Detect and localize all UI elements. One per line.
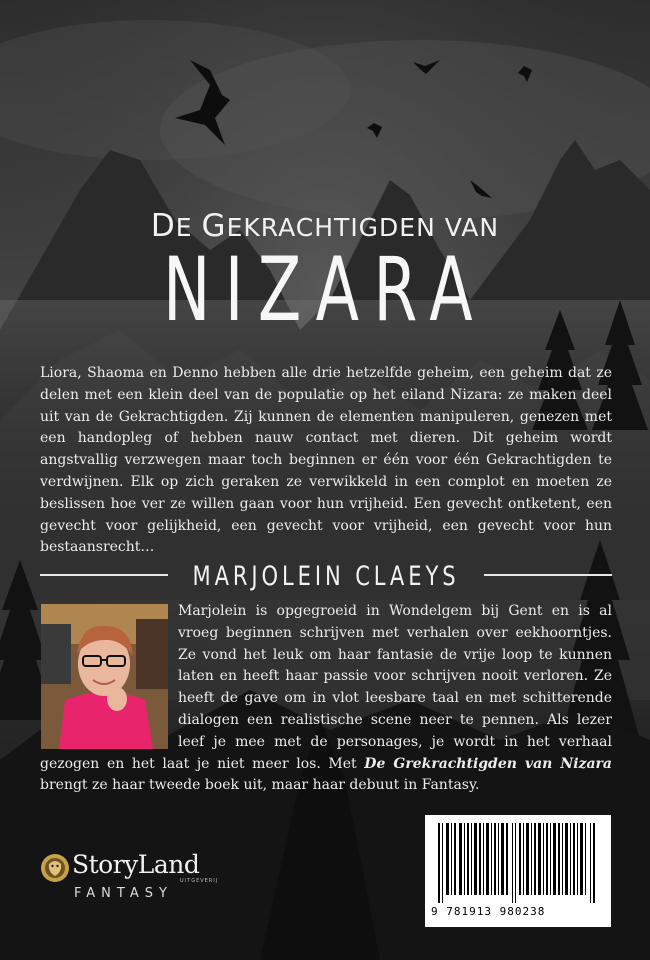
barcode-bars (438, 823, 598, 903)
author-bio (40, 601, 612, 797)
series-initial-d: D (150, 208, 176, 244)
series-initial-g: G (201, 208, 227, 244)
photo-spacer (40, 601, 178, 751)
publisher-tagline: UITGEVERIJ (180, 878, 219, 884)
bio-text-end: brengt ze haar tweede boek uit, maar haar debuut in Fantasy. (40, 777, 480, 794)
bio-book-title: De Grekrachtigden van Nizara (364, 755, 612, 772)
lion-icon (40, 852, 70, 884)
divider-right (484, 574, 612, 576)
publisher-name: StoryLand (72, 850, 200, 879)
series-rest: EKRACHTIGDEN VAN (226, 213, 500, 242)
publisher-logo (40, 848, 220, 908)
bio-text-start: Marjolein is opgegroeid in Wondelgem bij Gent en is al vroeg beginnen schrijven met verhalen over eekhoorntjes. Ze vond het leuk om haar fantasie de vrije loop te kunnen laten en heeft haar passie voor schrijven nooit verloren. Ze heeft de gave om in vlot leesbare taal en met schitterende dialogen een realistische scene neer te pennen. Als lezer leef je mee met de personages, je wordt in het verhaal gezogen en het laat je niet meer los. Met (40, 603, 612, 772)
book-title: NIZARA (162, 238, 488, 341)
author-name: MARJOLEIN CLAEYS (192, 561, 460, 592)
blurb-text: Liora, Shaoma en Denno hebben alle drie hetzelfde geheim, een geheim dat ze delen met een klein deel van de populatie op het eiland Nizara: ze maken deel uit van de Gekrachtigden. Zij kunnen de elementen manipuleren, genezen met een handopleg of hebben nauw contact met dieren. Dit geheim wordt angstvallig verzwegen maar toch beginnen er één voor één Gekrachtigden te verdwijnen. Elk op zich geraken ze verwikkeld in een complot en moeten ze beslissen hoe ver ze willen gaan voor hun vrijheid. Een gevecht ontketent, een gevecht voor gelijkheid, een gevecht voor vrijheid, een gevecht voor hun bestaansrecht… (40, 365, 612, 556)
author-heading (40, 561, 612, 591)
series-e: E (175, 213, 202, 242)
isbn-barcode (425, 815, 611, 927)
isbn-number: 9 781913 980238 (431, 905, 546, 918)
publisher-imprint: FANTASY (74, 886, 173, 901)
